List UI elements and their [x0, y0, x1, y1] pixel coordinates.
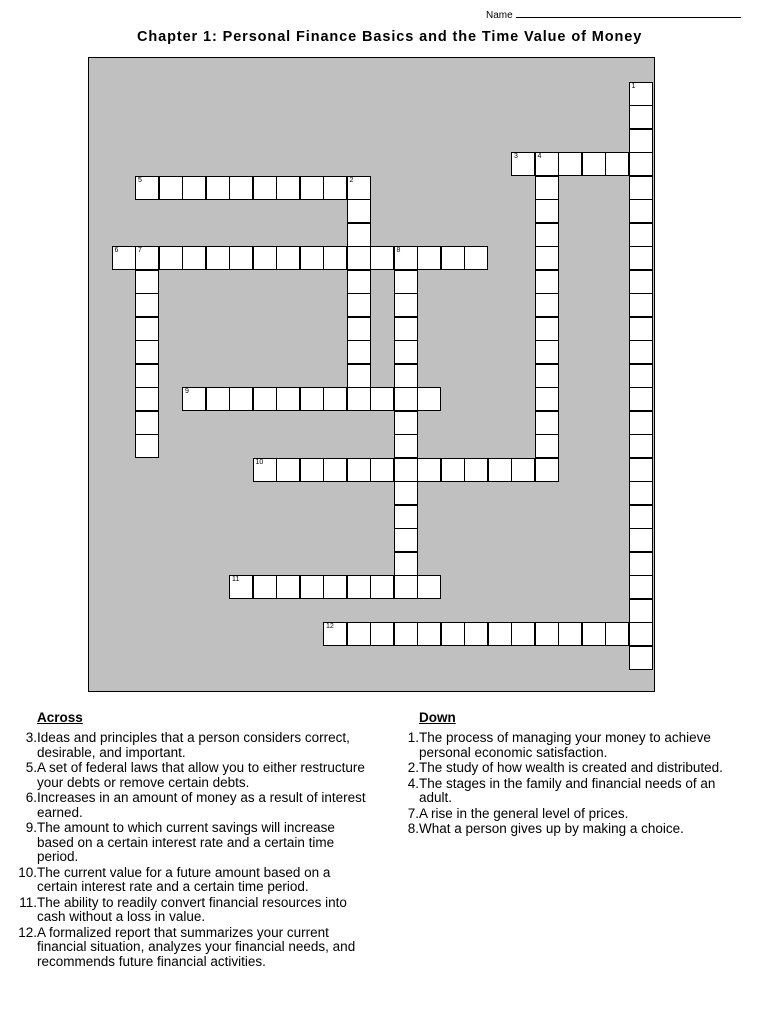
clue-number: 10. — [18, 864, 37, 880]
clue-number: 5. — [25, 760, 37, 775]
across-clue — [7, 866, 367, 895]
grid-cell[interactable] — [629, 505, 653, 529]
grid-cell[interactable] — [629, 646, 653, 670]
grid-cell[interactable] — [206, 246, 230, 270]
grid-cell[interactable] — [629, 223, 653, 247]
clue-number: 6. — [25, 790, 37, 805]
grid-cell[interactable] — [347, 270, 371, 294]
clue-number: 8. — [407, 821, 419, 836]
grid-cell[interactable] — [629, 317, 653, 341]
grid-cell[interactable] — [323, 176, 347, 200]
grid-cell[interactable] — [276, 176, 300, 200]
grid-cell[interactable] — [629, 599, 653, 623]
grid-cell[interactable] — [394, 411, 418, 435]
grid-cell[interactable] — [206, 387, 230, 411]
clue-number: 9. — [25, 820, 37, 835]
grid-cell[interactable] — [629, 552, 653, 576]
grid-cell[interactable] — [535, 152, 559, 176]
across-clue — [7, 821, 367, 865]
grid-cell[interactable] — [347, 458, 371, 482]
clue-number: 12. — [18, 924, 37, 940]
grid-cell[interactable] — [535, 411, 559, 435]
cell-number: 2 — [349, 176, 354, 184]
clue-text: Ideas and principles that a person considers correct, desirable, and important. — [37, 730, 350, 760]
clue-text: A rise in the general level of prices. — [419, 805, 629, 821]
grid-cell[interactable] — [347, 575, 371, 599]
grid-cell[interactable] — [182, 387, 206, 411]
grid-cell[interactable] — [582, 152, 606, 176]
grid-cell[interactable] — [629, 528, 653, 552]
cell-number: 8 — [396, 247, 401, 254]
grid-cell[interactable] — [394, 246, 418, 270]
grid-cell[interactable] — [135, 434, 159, 458]
cell-number: 12 — [326, 623, 334, 630]
clue-text: A formalized report that summarizes your current financial situation, analyzes your financial needs, and recommends future financial activities. — [37, 924, 356, 969]
grid-cell[interactable] — [535, 434, 559, 458]
grid-cell[interactable] — [135, 387, 159, 411]
clue-number: 7. — [407, 805, 419, 821]
grid-cell[interactable] — [535, 223, 559, 247]
down-clues — [389, 710, 749, 838]
grid-cell[interactable] — [629, 82, 653, 106]
grid-cell[interactable] — [441, 246, 465, 270]
grid-cell[interactable] — [323, 246, 347, 270]
grid-cell[interactable] — [370, 575, 394, 599]
down-clue — [389, 807, 749, 822]
grid-cell[interactable] — [464, 458, 488, 482]
clue-number: 2. — [407, 760, 419, 775]
grid-cell[interactable] — [629, 270, 653, 294]
grid-cell[interactable] — [394, 434, 418, 458]
cell-number: 9 — [185, 388, 189, 395]
grid-cell[interactable] — [558, 622, 582, 646]
grid-cell[interactable] — [629, 152, 653, 176]
grid-cell[interactable] — [323, 622, 347, 646]
grid-cell[interactable] — [394, 622, 418, 646]
grid-cell[interactable] — [229, 575, 253, 599]
across-clues — [7, 710, 367, 970]
cell-number: 4 — [537, 153, 542, 160]
grid-cell[interactable] — [629, 364, 653, 388]
grid-cell[interactable] — [558, 152, 582, 176]
grid-cell[interactable] — [182, 246, 206, 270]
grid-cell[interactable] — [394, 575, 418, 599]
name-label: Name — [486, 10, 513, 21]
grid-cell[interactable] — [629, 387, 653, 411]
grid-cell[interactable] — [347, 246, 371, 270]
grid-cell[interactable] — [370, 622, 394, 646]
grid-cell[interactable] — [347, 293, 371, 317]
grid-cell[interactable] — [159, 176, 183, 200]
grid-cell[interactable] — [535, 364, 559, 388]
clue-number: 11. — [19, 894, 37, 910]
grid-cell[interactable] — [535, 176, 559, 200]
grid-cell[interactable] — [535, 293, 559, 317]
grid-cell[interactable] — [276, 246, 300, 270]
grid-cell[interactable] — [370, 387, 394, 411]
grid-cell[interactable] — [629, 293, 653, 317]
grid-cell[interactable] — [394, 387, 418, 411]
clue-text: The ability to readily convert financial resources into cash without a loss in value. — [37, 894, 347, 924]
grid-cell[interactable] — [182, 176, 206, 200]
grid-cell[interactable] — [629, 105, 653, 129]
grid-cell[interactable] — [394, 293, 418, 317]
grid-cell[interactable] — [300, 387, 324, 411]
grid-cell[interactable] — [253, 575, 277, 599]
down-clue — [389, 822, 749, 837]
name-underline — [516, 8, 741, 18]
grid-cell[interactable] — [276, 458, 300, 482]
grid-cell[interactable] — [535, 622, 559, 646]
across-clue — [7, 896, 367, 925]
grid-cell[interactable] — [535, 340, 559, 364]
grid-cell[interactable] — [370, 246, 394, 270]
grid-cell[interactable] — [535, 458, 559, 482]
across-clue — [7, 761, 367, 790]
clue-text: The process of managing your money to achieve personal economic satisfaction. — [419, 730, 711, 760]
grid-cell[interactable] — [347, 622, 371, 646]
grid-cell[interactable] — [417, 387, 441, 411]
grid-cell[interactable] — [135, 270, 159, 294]
cell-number: 7 — [138, 247, 142, 254]
name-field[interactable] — [486, 8, 741, 21]
grid-cell[interactable] — [394, 505, 418, 529]
grid-cell[interactable] — [253, 176, 277, 200]
grid-cell[interactable] — [347, 223, 371, 247]
grid-cell[interactable] — [441, 622, 465, 646]
clue-number: 4. — [407, 775, 419, 791]
grid-cell[interactable] — [511, 622, 535, 646]
grid-cell[interactable] — [229, 246, 253, 270]
grid-cell[interactable] — [370, 458, 394, 482]
grid-cell[interactable] — [629, 622, 653, 646]
grid-cell[interactable] — [394, 552, 418, 576]
across-clue — [7, 926, 367, 970]
grid-cell[interactable] — [394, 364, 418, 388]
grid-cell[interactable] — [323, 575, 347, 599]
grid-cell[interactable] — [464, 246, 488, 270]
grid-cell[interactable] — [347, 317, 371, 341]
grid-cell[interactable] — [253, 458, 277, 482]
cell-number: 3 — [514, 153, 518, 160]
grid-cell[interactable] — [323, 458, 347, 482]
grid-cell[interactable] — [135, 364, 159, 388]
clue-text: The stages in the family and financial needs of an adult. — [419, 775, 716, 805]
grid-cell[interactable] — [276, 575, 300, 599]
grid-cell[interactable] — [417, 458, 441, 482]
grid-cell[interactable] — [535, 270, 559, 294]
grid-cell[interactable] — [347, 176, 371, 200]
grid-cell[interactable] — [394, 340, 418, 364]
grid-cell[interactable] — [394, 317, 418, 341]
grid-cell[interactable] — [535, 387, 559, 411]
grid-cell[interactable] — [417, 246, 441, 270]
grid-cell[interactable] — [511, 152, 535, 176]
grid-cell[interactable] — [488, 458, 512, 482]
grid-cell[interactable] — [582, 622, 606, 646]
grid-cell[interactable] — [253, 387, 277, 411]
clue-number: 3. — [25, 730, 37, 745]
clue-text: What a person gives up by making a choice. — [419, 821, 684, 836]
grid-cell[interactable] — [135, 317, 159, 341]
cell-number: 1 — [631, 82, 636, 90]
grid-cell[interactable] — [629, 575, 653, 599]
down-clue — [389, 761, 749, 776]
grid-cell[interactable] — [629, 246, 653, 270]
grid-cell[interactable] — [535, 246, 559, 270]
grid-cell[interactable] — [629, 411, 653, 435]
down-clue — [389, 731, 749, 760]
grid-cell[interactable] — [629, 176, 653, 200]
grid-cell[interactable] — [347, 387, 371, 411]
grid-cell[interactable] — [394, 458, 418, 482]
grid-cell[interactable] — [347, 364, 371, 388]
clue-number: 1. — [407, 730, 419, 745]
grid-cell[interactable] — [394, 481, 418, 505]
cell-number: 6 — [114, 247, 119, 254]
grid-cell[interactable] — [276, 387, 300, 411]
grid-cell[interactable] — [629, 458, 653, 482]
grid-cell[interactable] — [629, 434, 653, 458]
page-title: Chapter 1: Personal Finance Basics and the Time Value of Money — [137, 29, 643, 45]
grid-cell[interactable] — [629, 340, 653, 364]
grid-cell[interactable] — [488, 622, 512, 646]
across-clue — [7, 731, 367, 760]
grid-cell[interactable] — [135, 293, 159, 317]
grid-cell[interactable] — [135, 340, 159, 364]
grid-cell[interactable] — [229, 387, 253, 411]
grid-cell[interactable] — [112, 246, 136, 270]
grid-cell[interactable] — [135, 411, 159, 435]
cell-number: 5 — [138, 176, 142, 184]
grid-cell[interactable] — [300, 176, 324, 200]
clue-text: The amount to which current savings will increase based on a certain interest rate and a certain time period. — [37, 820, 335, 864]
grid-cell[interactable] — [347, 340, 371, 364]
grid-cell[interactable] — [135, 176, 159, 200]
grid-cell[interactable] — [535, 317, 559, 341]
down-clue — [389, 777, 749, 806]
grid-cell[interactable] — [629, 199, 653, 223]
grid-cell[interactable] — [206, 176, 230, 200]
across-heading: Across — [37, 710, 83, 725]
grid-cell[interactable] — [605, 622, 629, 646]
grid-cell[interactable] — [347, 199, 371, 223]
grid-cell[interactable] — [300, 246, 324, 270]
across-clue — [7, 791, 367, 820]
grid-cell[interactable] — [464, 622, 488, 646]
clue-text: The study of how wealth is created and distributed. — [419, 760, 723, 775]
grid-cell[interactable] — [229, 176, 253, 200]
clue-text: A set of federal laws that allow you to either restructure your debts or remove certain debts. — [37, 760, 365, 790]
down-heading: Down — [419, 710, 456, 725]
grid-cell[interactable] — [300, 458, 324, 482]
grid-cell[interactable] — [323, 387, 347, 411]
grid-cell[interactable] — [253, 246, 277, 270]
clue-text: The current value for a future amount based on a certain interest rate and a certain time period. — [37, 864, 331, 894]
grid-cell[interactable] — [605, 152, 629, 176]
grid-cell[interactable] — [135, 246, 159, 270]
grid-cell[interactable] — [159, 246, 183, 270]
grid-cell[interactable] — [417, 575, 441, 599]
grid-cell[interactable] — [629, 129, 653, 153]
grid-cell[interactable] — [417, 622, 441, 646]
grid-cell[interactable] — [441, 458, 465, 482]
grid-cell[interactable] — [535, 199, 559, 223]
clue-text: Increases in an amount of money as a result of interest earned. — [37, 790, 366, 820]
grid-cell[interactable] — [511, 458, 535, 482]
grid-cell[interactable] — [629, 481, 653, 505]
cell-number: 10 — [255, 458, 264, 466]
grid-cell[interactable] — [394, 528, 418, 552]
crossword-grid — [88, 57, 655, 692]
cell-number: 11 — [232, 576, 240, 583]
grid-cell[interactable] — [394, 270, 418, 294]
grid-cell[interactable] — [300, 575, 324, 599]
